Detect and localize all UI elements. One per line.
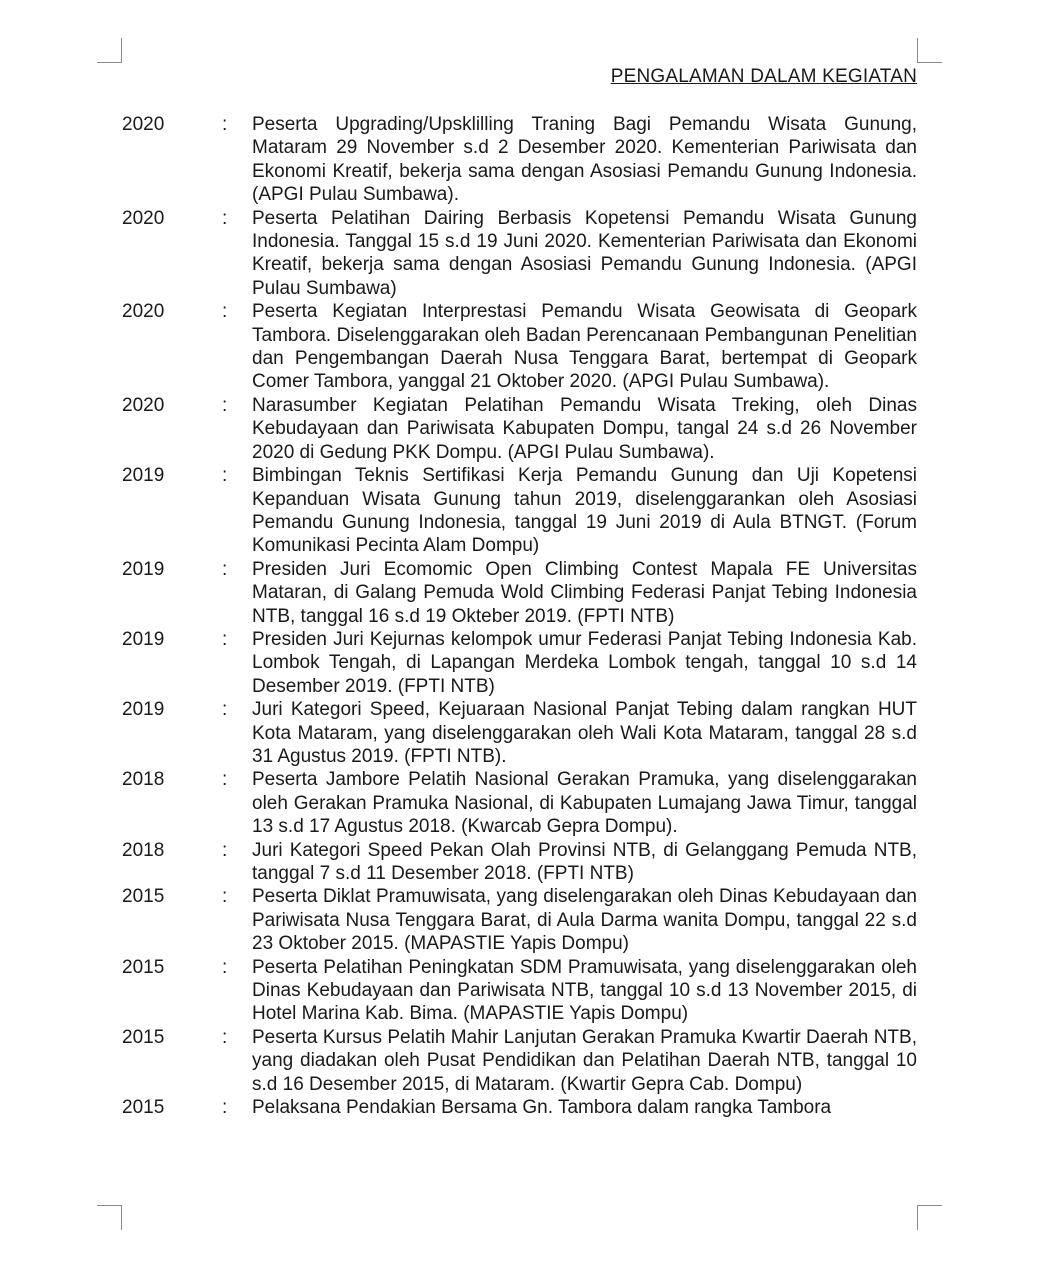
entry-separator: : — [222, 558, 228, 580]
entry-description: Narasumber Kegiatan Pelatihan Pemandu Wisata Treking, oleh Dinas Kebudayaan dan Pariwisata Kabupaten Dompu, tangal 24 s.d 26 November 2020 di Gedung PKK Dompu. (APGI Pulau Sumbawa). — [252, 394, 917, 463]
entry-year: 2018 — [122, 839, 165, 861]
entry-description: Presiden Juri Kejurnas kelompok umur Federasi Panjat Tebing Indonesia Kab. Lombok Tengah, di Lapangan Merdeka Lombok tengah, tanggal 10 s.d 14 Desember 2019. (FPTI NTB) — [252, 628, 917, 697]
entry-separator: : — [222, 839, 228, 861]
entry-year: 2015 — [122, 956, 165, 978]
list-item — [122, 885, 917, 955]
entry-separator: : — [222, 699, 228, 721]
entry-year: 2019 — [122, 628, 165, 650]
entry-description: Peserta Kegiatan Interprestasi Pemandu Wisata Geowisata di Geopark Tambora. Diselenggarakan oleh Badan Perencanaan Pembangunan Penelitian dan Pengembangan Daerah Nusa Tenggara Barat, bertempat di Geopark Comer Tambora, yanggal 21 Oktober 2020. (APGI Pulau Sumbawa). — [252, 301, 917, 393]
entry-separator: : — [222, 394, 228, 416]
list-item — [122, 300, 917, 394]
page-corner-mark-bottom-right — [917, 1205, 942, 1230]
entry-description: Pelaksana Pendakian Bersama Gn. Tambora dalam rangka Tambora — [252, 1097, 832, 1119]
entry-year: 2019 — [122, 699, 165, 721]
entry-year: 2015 — [122, 1026, 165, 1048]
page-corner-mark-bottom-left — [97, 1205, 122, 1230]
entry-year: 2020 — [122, 394, 165, 416]
entry-year: 2015 — [122, 1097, 165, 1119]
entry-year: 2020 — [122, 114, 165, 135]
entry-separator: : — [222, 1026, 228, 1048]
list-item — [122, 207, 917, 301]
entry-description: Peserta Pelatihan Dairing Berbasis Kopetensi Pemandu Wisata Gunung Indonesia. Tanggal 15 s.d 19 Juni 2020. Kementerian Pariwisata dan Ekonomi Kreatif, bekerja sama dengan Asosiasi Pemandu Gunung Indonesia. (APGI Pulau Sumbawa) — [252, 207, 917, 299]
entry-description: Presiden Juri Ecomomic Open Climbing Contest Mapala FE Universitas Mataran, di Galang Pemuda Wold Climbing Federasi Panjat Tebing Indonesia NTB, tanggal 16 s.d 19 Okteber 2019. (FPTI NTB) — [252, 558, 917, 627]
entry-description: Peserta Pelatihan Peningkatan SDM Pramuwisata, yang diselenggarakan oleh Dinas Kebudayaan dan Pariwisata NTB, tanggal 10 s.d 13 November 2015, di Hotel Marina Kab. Bima. (MAPASTIE Yapis Dompu) — [252, 956, 917, 1025]
entry-description: Juri Kategori Speed Pekan Olah Provinsi NTB, di Gelanggang Pemuda NTB, tanggal 7 s.d 11 Desember 2018. (FPTI NTB) — [252, 839, 917, 884]
entry-description: Bimbingan Teknis Sertifikasi Kerja Pemandu Gunung dan Uji Kopetensi Kepanduan Wisata Gunung tahun 2019, diselenggarankan oleh Asosiasi Pemandu Gunung Indonesia, tanggal 19 Juni 2019 di Aula BTNGT. (Forum Komunikasi Pecinta Alam Dompu) — [252, 465, 917, 557]
entry-separator: : — [222, 301, 228, 323]
entry-separator: : — [222, 628, 228, 650]
list-item — [122, 768, 917, 838]
entry-separator: : — [222, 207, 228, 229]
entry-description: Juri Kategori Speed, Kejuaraan Nasional Panjat Tebing dalam rangkan HUT Kota Mataram, yang diselenggarakan oleh Wali Kota Mataram, tanggal 28 s.d 31 Agustus 2019. (FPTI NTB). — [252, 699, 917, 767]
list-item — [122, 113, 917, 207]
entry-year: 2019 — [122, 558, 165, 580]
entry-year: 2019 — [122, 465, 165, 487]
section-heading: PENGALAMAN DALAM KEGIATAN — [610, 66, 917, 87]
page-corner-mark-top-right — [917, 38, 942, 63]
entry-description: Peserta Upgrading/Upsklilling Traning Bagi Pemandu Wisata Gunung, Mataram 29 November s.d 2 Desember 2020. Kementerian Pariwisata dan Ekonomi Kreatif, bekerja sama dengan Asosiasi Pemandu Gunung Indonesia. (APGI Pulau Sumbawa). — [252, 114, 917, 206]
list-item — [122, 1026, 917, 1096]
entry-year: 2020 — [122, 207, 165, 229]
list-item — [122, 394, 917, 464]
entry-description: Peserta Diklat Pramuwisata, yang diselengarakan oleh Dinas Kebudayaan dan Pariwisata Nusa Tenggara Barat, di Aula Darma wanita Dompu, tanggal 22 s.d 23 Oktober 2015. (MAPASTIE Yapis Dompu) — [252, 886, 917, 955]
page-corner-mark-top-left — [97, 38, 122, 63]
entry-separator: : — [222, 1097, 228, 1119]
entry-year: 2015 — [122, 886, 165, 908]
entry-separator: : — [222, 769, 228, 791]
entry-year: 2018 — [122, 769, 165, 791]
list-item — [122, 558, 917, 628]
entry-description: Peserta Jambore Pelatih Nasional Gerakan Pramuka, yang diselenggarakan oleh Gerakan Pramuka Nasional, di Kabupaten Lumajang Jawa Timur, tanggal 13 s.d 17 Agustus 2018. (Kwarcab Gepra Dompu). — [252, 769, 917, 838]
entry-description: Peserta Kursus Pelatih Mahir Lanjutan Gerakan Pramuka Kwartir Daerah NTB, yang diadakan oleh Pusat Pendidikan dan Pelatihan Daerah NTB, tanggal 10 s.d 16 Desember 2015, di Mataram. (Kwartir Gepra Cab. Dompu) — [252, 1026, 917, 1095]
entry-separator: : — [222, 114, 228, 135]
list-item — [122, 956, 917, 1026]
entry-year: 2020 — [122, 301, 165, 323]
list-item — [122, 464, 917, 558]
experience-list — [122, 113, 917, 1119]
entry-separator: : — [222, 886, 228, 908]
list-item — [122, 839, 917, 886]
list-item — [122, 1096, 917, 1119]
entry-separator: : — [222, 956, 228, 978]
entry-separator: : — [222, 465, 228, 487]
list-item — [122, 698, 917, 768]
list-item — [122, 628, 917, 698]
